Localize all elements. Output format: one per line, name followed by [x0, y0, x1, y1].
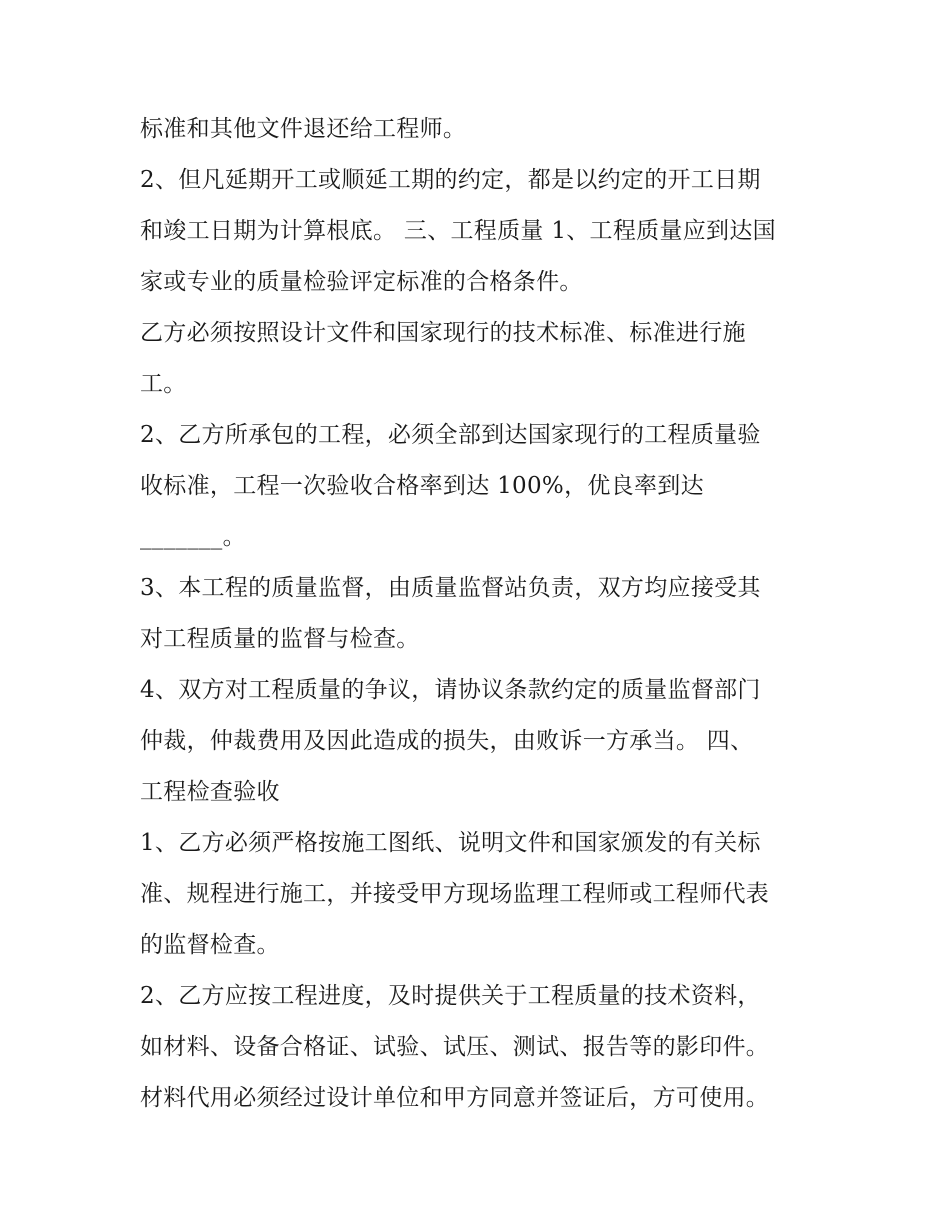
text-line: 准、规程进行施工，并接受甲方现场监理工程师或工程师代表 — [140, 881, 770, 907]
text-line: 对工程质量的监督与检查。 — [140, 626, 420, 652]
text-line: 的监督检查。 — [140, 932, 280, 958]
text-line: 工。 — [140, 371, 187, 397]
text-line: 工程检查验收 — [140, 779, 280, 805]
text-line: 2、乙方应按工程进度，及时提供关于工程质量的技术资料， — [140, 983, 761, 1009]
text-line: 1、乙方必须严格按施工图纸、说明文件和国家颁发的有关标 — [140, 830, 761, 856]
text-line: 2、乙方所承包的工程，必须全部到达国家现行的工程质量验 — [140, 422, 761, 448]
text-line: 如材料、设备合格证、试验、试压、测试、报告等的影印件。 — [140, 1034, 770, 1060]
text-line: 材料代用必须经过设计单位和甲方同意并签证后，方可使用。 — [140, 1085, 770, 1111]
text-line: 4、双方对工程质量的争议，请协议条款约定的质量监督部门 — [140, 677, 761, 703]
text-line: _______。 — [140, 524, 246, 550]
text-line: 乙方必须按照设计文件和国家现行的技术标准、标准进行施 — [140, 320, 746, 346]
document-body — [140, 104, 830, 1124]
text-line: 3、本工程的质量监督，由质量监督站负责，双方均应接受其 — [140, 575, 761, 601]
text-line: 家或专业的质量检验评定标准的合格条件。 — [140, 269, 583, 295]
text-line: 2、但凡延期开工或顺延工期的约定，都是以约定的开工日期 — [140, 167, 761, 193]
text-line: 标准和其他文件退还给工程师。 — [140, 116, 467, 142]
text-line: 仲裁，仲裁费用及因此造成的损失，由败诉一方承当。 四、 — [140, 728, 754, 754]
text-line: 和竣工日期为计算根底。 三、工程质量 1、工程质量应到达国 — [140, 218, 776, 244]
text-line: 收标准，工程一次验收合格率到达 100%，优良率到达 — [140, 473, 704, 499]
